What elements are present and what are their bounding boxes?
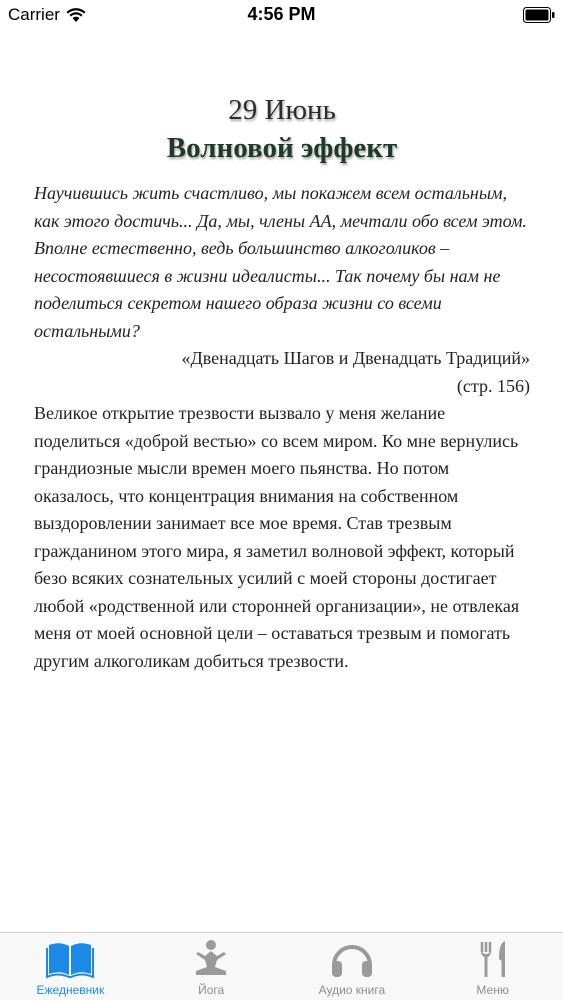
status-bar bbox=[0, 0, 563, 32]
battery-icon bbox=[523, 7, 555, 23]
tab-audiobook[interactable] bbox=[282, 933, 423, 1000]
status-time: 4:56 PM bbox=[247, 4, 316, 24]
fork-knife-icon bbox=[469, 939, 517, 979]
tab-bar bbox=[0, 932, 563, 1000]
reading-content bbox=[34, 92, 530, 675]
quote-source: «Двенадцать Шагов и Двенадцать Традиций» bbox=[181, 348, 530, 368]
tab-audiobook-label: Аудио книга bbox=[318, 983, 386, 997]
book-icon bbox=[46, 939, 94, 979]
tab-yoga-label: Йога bbox=[198, 983, 225, 997]
tab-diary-label: Ежедневник bbox=[36, 983, 105, 997]
quote-page-ref: (стр. 156) bbox=[456, 375, 530, 396]
tab-menu-label: Меню bbox=[476, 983, 509, 997]
reading-quote: Научившись жить счастливо, мы покажем всем остальным, как этого достичь... Да, мы, члены АА, мечтали обо всем этом. Вполне естественно, ведь большинство алкоголиков – несостоявшиеся в жизни идеалисты... Так почему бы нам не поделиться секретом нашего образа жизни со всеми остальными? bbox=[34, 183, 527, 341]
tab-yoga[interactable] bbox=[141, 933, 282, 1000]
carrier-label: Carrier bbox=[8, 5, 60, 24]
reading-title: Волновой эффект bbox=[166, 132, 398, 164]
tab-menu[interactable] bbox=[422, 933, 563, 1000]
headphones-icon bbox=[328, 939, 376, 979]
reading-body: Великое открытие трезвости вызвало у меня желание поделиться «доброй вестью» со всем миром. Ко мне вернулись грандиозные мысли времен моего пьянства. Но потом оказалось, что концентрация внимания на собственном выздоровлении занимает все мое время. Став трезвым гражданином этого мира, я заметил волновой эффект, который безо всяких сознательных усилий с моей стороны достигает любой «родственной или сторонней организации», не отвлекая меня от моей основной цели – оставаться трезвым и помогать другим алкоголикам добиться трезвости. bbox=[34, 403, 520, 671]
meditation-icon bbox=[187, 939, 235, 979]
reading-date: 29 Июнь bbox=[228, 94, 336, 126]
tab-diary[interactable] bbox=[0, 933, 141, 1000]
